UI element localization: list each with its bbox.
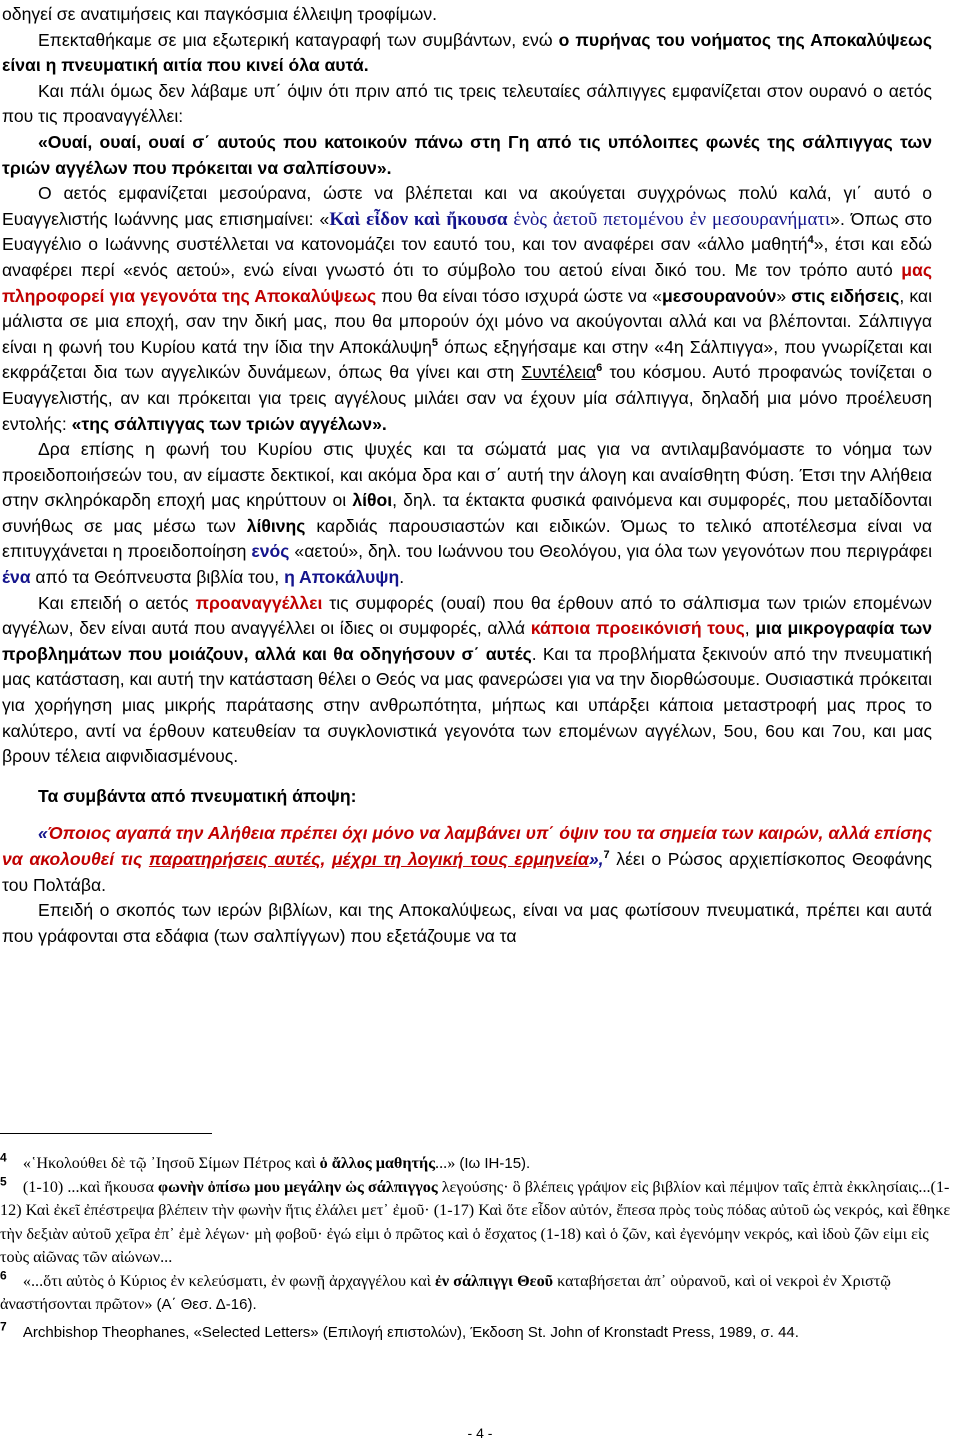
footnote-text: ...»	[435, 1154, 460, 1172]
footnote-ref-4[interactable]: 4	[807, 234, 814, 247]
text-span: Επειδή ο σκοπός των ιερών βιβλίων, και της Αποκαλύψεως, είναι να μας φωτίσουν πνευματικά, πρέπει και αυτά που γράφονται στα εδάφια (των σαλπίγγων) που εξετάζουμε να τα	[2, 900, 932, 946]
text-span: »	[776, 285, 792, 306]
eagle-quote	[2, 130, 932, 181]
footnote-4	[0, 1152, 960, 1176]
body-text	[2, 2, 932, 949]
text-span: καρδιάς παρουσιαστών και ειδικών.	[305, 515, 611, 536]
paragraph-7	[2, 591, 932, 770]
text-span: Και επειδή ο αετός	[38, 592, 196, 613]
footnote-6	[0, 1270, 960, 1317]
paragraph-1	[2, 2, 932, 28]
highlight-navy-bold: ένα	[2, 567, 31, 588]
footnote-number: 5	[0, 1174, 7, 1189]
text-span: του κόσμου.	[602, 362, 707, 383]
footnote-emphasis: ὁ ἄλλος μαθητής	[319, 1154, 436, 1172]
text-span: όπως εξηγήσαμε και στην «4η Σάλπιγγα», που γνωρίζεται και εκφράζεται δια των αγγελικών δυνάμεων, όπως θα γίνει και στη	[2, 336, 932, 383]
text-span: ». Όπως στο Ευαγγέλιο ο Ιωάννης συστέλλεται να κατονομάζει τον εαυτό του, και τον αναφέρει σαν «άλλο μαθητή	[2, 208, 932, 255]
page-number: - 4 -	[467, 1425, 493, 1441]
emphasis-text: μεσουρανούν	[661, 285, 777, 306]
footnote-5	[0, 1176, 960, 1270]
underlined-text: Συντέλεια	[521, 362, 597, 383]
paragraph-3	[2, 79, 932, 130]
footnote-emphasis: φωνὴν ὀπίσω μου μεγάλην ὡς σάλπιγγος	[158, 1177, 438, 1196]
footnote-text: «῾Ηκολούθει δὲ τῷ ᾿Ιησοῦ Σίμων Πέτρος καὶ	[22, 1154, 320, 1172]
text-span: , δηλ. τα έκτακτα φυσικά φαινόμενα και συμφορές, που μεταδίδονται συνήθως σε μας μέσω των	[2, 490, 933, 536]
emphasis-text: λίθινης	[246, 515, 306, 536]
text-span: Ουσιαστικά πρόκειται για χορήγηση μιας μικρής παράτασης στην ανθρωπότητα, μήπως και υπάρξει κάποια μεταστροφή μας προς το καλύτερο, αντί να έρθουν κατευθείαν τα συγκλονιστικά γεγονότα των επομένων αγγέλων, 5ου, 6ου και 7ου, και μας βρουν τέλεια αιφνιδιασμένους.	[2, 669, 932, 767]
emphasis-text: «της σάλπιγγας των τριών αγγέλων».	[71, 413, 387, 434]
paragraph-6	[2, 437, 932, 591]
text-span: τις συμφορές (ουαί) που θα έρθουν από το σάλπισμα των τριών επομένων αγγέλων, δεν είναι αυτά που αναγγέλλει οι ίδιες οι συμφορές, αλλά	[2, 592, 932, 639]
footnote-text: λεγούσης· ὃ βλέπεις γράψον εἰς βιβλίον καὶ πέμψον ταῖς ἑπτὰ ἐκκλησίαις...(1-12) Καὶ ἐκεῖ ἐπέστρεψα βλέπειν τὴν φωνὴν ἥτις ἐλάλει μετ᾿ ἐμοῦ· (1-17) Καὶ ὅτε εἶδον αὐτόν, ἔπεσα πρὸς τοὺς πόδας αὐτοῦ ὡς νεκρός, καὶ ἔθηκε τὴν δεξιὰν αὐτοῦ χεῖρα ἐπ᾿ ἐμὲ λέγων· μὴ φοβοῦ· ἐγώ εἰμι ὁ πρῶτος καὶ ὁ ἔσχατος (1-18) καὶ ὁ ζῶν, καὶ ἐγενόμην νεκρός, καὶ ἰδοὺ ζῶν εἰμι εἰς τοὺς αἰῶνας τῶν αἰώνων...	[0, 1177, 951, 1266]
text-span: λέει ο Ρώσος αρχιεπίσκοπος Θεοφάνης του Πολτάβα.	[2, 849, 932, 895]
emphasis-text: στις ειδήσεις	[791, 285, 900, 306]
footnote-text: (1-10) ...καὶ ἤκουσα	[22, 1177, 159, 1196]
paragraph-2	[2, 28, 932, 79]
emphasis-text: μια μικρογραφία των προβλημάτων που μοιάζουν, αλλά και θα οδηγήσουν σ΄ αυτές	[2, 618, 932, 664]
footnote-ref-5[interactable]: 5	[431, 336, 438, 349]
text-span: Σάλπιγγα είναι η φωνή του Κυρίου κατά την ίδια την Αποκάλυψη	[2, 311, 932, 357]
quote-text-red-underlined: παρατηρήσεις αυτές	[148, 849, 321, 869]
footnote-reference: (Α΄ Θεσ. Δ-16).	[156, 1296, 257, 1313]
greek-quote-bold: Καὶ εἶδον καὶ ἤκουσα	[329, 208, 508, 230]
highlight-navy-bold: η Αποκάλυψη	[284, 567, 400, 588]
highlight-red-bold: κάποια προεικόνισή τους	[530, 618, 745, 639]
text-span: Δρα επίσης η φωνή του Κυρίου στις ψυχές και τα σώματά μας για να αντιλαμβανόμαστε το νόημα των προειδοποιήσεών του, αν είμαστε δεκτικοί, και ακόμα δρα και σ΄ αυτή την άλογη και αναίσθητη Φύση.	[2, 439, 932, 485]
text-span: Έτσι την Αλήθεια στην σκληρόκαρδη εποχή μας κηρύττουν οι	[2, 464, 932, 511]
quote-text-red: ,	[320, 849, 333, 869]
text-span: Και πάλι όμως δεν λάβαμε υπ΄ όψιν ότι πριν από τις τρεις τελευταίες σάλπιγγες εμφανίζεται στον ουρανό ο αετός που τις προαναγγέλλει:	[2, 80, 932, 127]
text-span: Αυτό προφανώς τονίζεται ο Ευαγγελιστής, αν και πρόκειται για τρεις αγγέλους μιλάει σαν να έχουν μία σάλπιγγα, δηλαδή μια μόνο προέλευση εντολής:	[2, 362, 932, 434]
footnote-number: 4	[0, 1150, 7, 1165]
footnote-ref-6[interactable]: 6	[596, 362, 603, 375]
paragraph-9	[2, 898, 932, 949]
footnote-number: 6	[0, 1268, 7, 1283]
footnote-number: 7	[0, 1319, 7, 1334]
footnotes	[0, 1133, 960, 1344]
footnote-separator	[0, 1133, 212, 1134]
emphasis-text: ο πυρήνας του νοήματος της Αποκαλύψεως είναι η πνευματική αιτία που κινεί όλα αυτά.	[2, 29, 932, 76]
paragraph-5	[2, 181, 932, 437]
text-span: Επεκταθήκαμε σε μια εξωτερική καταγραφή των συμβάντων, ενώ	[38, 29, 559, 50]
footnote-emphasis: ἐν σάλπιγγι Θεοῦ	[434, 1271, 554, 1290]
text-span: , και μάλιστα σε μια εποχή, σαν την δική μας, που θα μπορούν όχι μόνο να ακούγονται αλλά και να βλέπονται.	[2, 285, 932, 332]
highlight-navy-bold: ενός	[251, 541, 290, 562]
text-span: Ο αετός εμφανίζεται μεσούρανα, ώστε να βλέπεται και να ακούγεται συγχρόνως πολύ καλά, γι΄ αυτό ο Ευαγγελιστής Ιωάννης μας επισημαίνει: «	[2, 183, 932, 229]
text-span: «αετού», δηλ. του Ιωάννου του Θεολόγου, για όλα των γεγονότων που περιγράφει	[289, 541, 932, 562]
footnote-text: Archbishop Theophanes, «Selected Letters» (Επιλογή επιστολών), Έκδοση St. John of Kronstadt Press, 1989, σ. 44.	[22, 1323, 799, 1341]
text-span: Όμως το τελικό αποτέλεσμα είναι να επιτυγχάνεται η προειδοποίηση	[2, 515, 933, 562]
quote-mark: »,	[588, 849, 604, 869]
footnote-7	[0, 1321, 960, 1345]
footnote-text: καταβήσεται ἀπ᾿ οὐρανοῦ, καὶ οἱ νεκροὶ ἐν Χριστῷ ἀναστήσονται πρῶτον»	[0, 1271, 891, 1313]
text-span: οδηγεί σε ανατιμήσεις και παγκόσμια έλλειψη τροφίμων.	[2, 4, 438, 24]
footnote-text: «...ὅτι αὐτὸς ὁ Κύριος ἐν κελεύσματι, ἐν φωνῇ ἀρχαγγέλου καὶ	[22, 1271, 435, 1290]
highlight-red-bold: μας πληροφορεί για γεγονότα της Αποκαλύψεως	[2, 259, 932, 306]
paragraph-8	[2, 821, 932, 898]
highlight-red-bold: προαναγγέλλει	[195, 592, 323, 613]
quote-mark: «	[38, 823, 48, 844]
text-span: ,	[744, 618, 756, 639]
footnote-reference: (Ιω ΙΗ-15).	[459, 1155, 531, 1172]
text-span: από τα Θεόπνευστα βιβλία του,	[30, 567, 285, 588]
text-span: », έτσι και εδώ αναφέρει περί «ενός αετού», ενώ είναι γνωστό ότι το σύμβολο του αετού είναι δικό του. Με τον τρόπο αυτό	[2, 234, 932, 280]
quote-text-red-underlined: μέχρι τη λογική τους ερμηνεία	[332, 849, 589, 869]
text-span: που θα είναι τόσο ισχυρά ώστε να «	[376, 285, 662, 306]
emphasis-text: λίθοι	[352, 490, 393, 511]
text-span: . Και τα προβλήματα ξεκινούν από την πνευματική μας κατάσταση, και αυτή την κατάσταση θέλει ο Θεός να μας φανερώσει για να την διορθώσουμε.	[2, 643, 933, 690]
text-span: .	[399, 567, 405, 588]
heading-text: Τα συμβάντα από πνευματική άποψη:	[38, 785, 357, 806]
greek-quote: ἑνὸς ἀετοῦ πετομένου ἐν μεσουρανήματι	[507, 208, 831, 230]
quote-text-red: Όποιος αγαπά την Αλήθεια πρέπει όχι μόνο να λαμβάνει υπ΄ όψιν του τα σημεία των καιρών, αλλά επίσης να ακολουθεί τις	[2, 823, 932, 869]
section-heading	[2, 784, 932, 810]
footnote-ref-7[interactable]: 7	[603, 849, 610, 862]
quote-text: «Ουαί, ουαί, ουαί σ΄ αυτούς που κατοικούν πάνω στη Γη από τις υπόλοιπες φωνές της σάλπιγγας των τριών αγγέλων που πρόκειται να σαλπίσουν».	[2, 131, 932, 178]
